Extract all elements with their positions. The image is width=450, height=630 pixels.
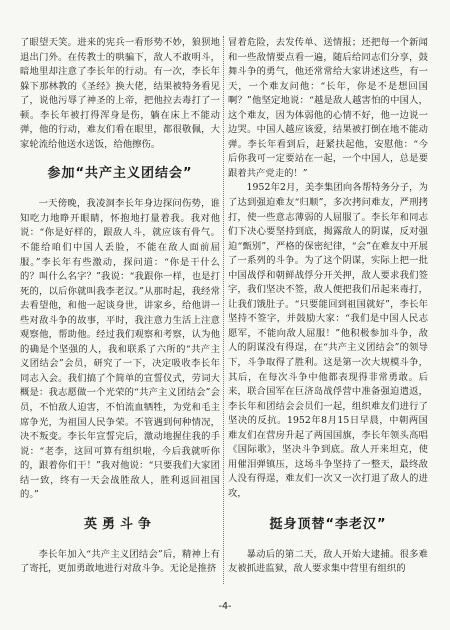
paragraph: 了眼望天笑。进来的宪兵一看形势不妙，狼狈地退出门外。在传教士的哄骗下，敌人不敢明斗，暗地里却注意了李长年的行动。有一次，李长年躲下那林教的《圣经》换大佬，结果被特务看见了，说他污辱了神圣的上帝，把他拉去毒打了一顿。李长年被打得浑身是伤，躺在床上不能动弹，他的行动，难友们看在眼里，都很敬佩，大家轮流给他送水送饭，给他擦伤。 [20, 37, 220, 150]
section-heading-brave-struggle: 英勇斗争 [83, 516, 156, 532]
left-column [20, 36, 220, 577]
paragraph: 暴动后的第二天，敌人开始大逮捕。很多难友被抓进监狱，敌人要求集中营里有组织的 [228, 548, 428, 575]
paragraph: 一天傍晚，我凌洞李长年身边探问伤势，谁知吃力地睁开眼睛，怀抱地打量着我。我对他说：“你是好样的，跟敌人斗，就应该有骨气。不能给咱们中国人丢脸，不能在敌人面前屈服。”李长年有些激动，探问道：“你是干什么的？叫什么名字？”我说：“我跟你一样，也是打死的，以后你就叫我李老汉。”从那时起，我经常去看望他，和他一起谈身世，讲家乡，给他讲一些对敌斗争的故事，平时，我注意力生活上注意观察他，帮助他。经过我们观察和考察，认为他的确是个坚强的人，我和联系了六所的“共产主义团结会”会员，研究了一下，决定吸收李长年同志入会。我们搞了个简单的宣誓仪式，劳词大概是：我志愿做一个光荣的“共产主义团结会”会员，不怕敌人迫害，不怕流血牺牲，为党和毛主席争光，为祖国人民争荣。不管遇到何种情况，决不叛变。李长年宣誓完后，激动地握住我的手说：“老李，这回可算有组织啦，今后我就听你的，跟着你们干！”我对他说：“只要我们大家团结一致，终有一天会战胜敌人，胜利返回祖国的。” [20, 198, 220, 501]
right-column [228, 36, 428, 577]
paragraph: 冒着危险，去发传单、送情报；还把每一个新闻和一些敌情要点看一遍，随后给同志们分享，鼓舞斗争的勇气，他还常常给大家讲述这些，有一天，一个难友问他：“长年，你是不是想回国啊？”他坚定地说：“越是敌人越害怕的中国人，这个难友，因为体弱他的心情不好，他一边说一边哭。中国人越应该爱，结果被打倒在地不能动弹。李长年看到后，赶紧扶起他，安慰他：“今后你我可一定要站在一起，一个中国人，总是要跟着共产党走的！” [228, 37, 428, 179]
paragraph: 1952年2月，美李集团向各帮特务分子，为了达到强迫难友“归顺”，多次拷问难友，严刑拷打，使一些意志薄弱的人屈服了。李长年和同志们下决心要坚持到底，揭露敌人的阴谋，反对强迫“甄别”，严格的保密纪律，“会”在难友中开展了一系列的斗争。为了这个阴谋，实际上把一批中国战俘和朝鲜战俘分开关押，敌人要求我们签字，我们坚决不签，敌人便把我们吊起来毒打，让我们饿肚子。“只要能回到祖国就好”，李长年坚持不签字，并鼓励大家：“我们是中国人民志愿军，不能向敌人屈服！”他积极参加斗争，敌人的阴谋没有得逞，在“共产主义团结会”的领导下，斗争取得了胜利。这是第一次大规模斗争，其后，在每次斗争中他都表现得非常勇敢。后来，联合国军在巨济岛战俘营中准备强迫遣返，李长年和团结会会员们一起，组织难友们进行了坚决的反抗。1952年8月15日早晨，中朝两国难友们在营房升起了两国国旗，李长年领头高唱《国际歌》，坚决斗争到底。敌人开来坦克，使用催泪弹镇压，这场斗争坚持了一整天，最终敌人没有得逞，难友们一次又一次打退了敌人的进攻， [228, 182, 428, 499]
page-number: -4- [218, 601, 232, 612]
paragraph: 李长年加入“共产主义团结会”后，精神上有了寄托，更加勇敢地进行对敌斗争。无论是推挤 [20, 548, 220, 575]
column-divider [223, 36, 224, 584]
section-heading-stand-in-for-li-laohan: 挺身顶替“李老汉” [269, 516, 387, 532]
section-heading-join-unity-society: 参加“共产主义团结会” [47, 166, 193, 182]
